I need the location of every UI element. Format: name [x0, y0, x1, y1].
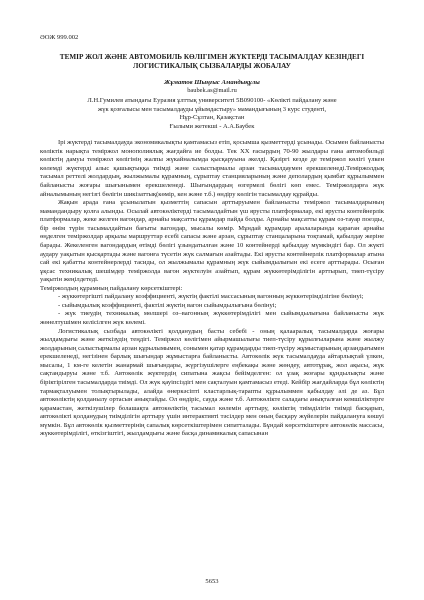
affiliation-line: Л.Н.Гумилев атындағы Еуразия ұлттық университеті 5В090100- «Көлікті пайдалану және	[87, 97, 337, 105]
body-paragraph: Темiржолдың құрамның пайдалану көрсеткіштері:	[40, 284, 183, 292]
body-paragraph: Жақын арада ғана ұсынылатын қызметтің сапасын арттыруымен байланысты темiржол тасымалдарының мамандандыру қолға алынды. Осылай автокөліктерді тасымалдайтын үш ярусты платформалар, екі ярусты контейнерлік платформалар, жеке желген вагондар, арнайы мақсатты құрамдар пайда болды. Арнайы мақсатты құрам оз-тауар поезды, бір өнім түрін тасымалдайтын бағыты вагондар, мысалы көмір. Мұндай құрамдар аралаларында қараған арнайы өңделген теміржолдар арқылы маршруттар есебі сапасы және арзан, сұрыптау станцаларына тоқтамай, қабылдау жеріне барады. Жекеленген вагондардың өтімді бөлігі ұзындатылған және 10 контейнерді қабылдау мүмкіндігі бар. Ол жүкті аудару уақытын қысқартады және вагонға түсетін жүк салмағын азайтады. Екі ярусты контейнерлік платформалар атына сай екі қабатты контейнерлерді тасиды, ол жылжымалы құрамның жүк сыйымдылығын екі есеге арттырады. Осыған ұқсас техникалық шешімдер темiржолда вагон жүктелуін азайтып, құрам жүккөтерімділігін арттырып, тиеп-түсіру уақытін жеңілдетеді.	[40, 199, 384, 284]
affiliation-line: Нұр-Сұлтан, Қазақстан	[179, 114, 245, 122]
paper-title: ТЕМІР ЖОЛ ЖӘНЕ АВТОМОБИЛЬ КӨЛІГІМЕН ЖҮКТЕРДІ ТАСЫМАЛДАУ КЕЗІНДЕГІ ЛОГИСТИКАЛЫҚ СЫЗБАЛАРДЫ ЖОБАЛАУ	[59, 52, 365, 70]
page-number: 5653	[205, 578, 219, 585]
author-affiliation	[48, 97, 376, 131]
udc-code: ӘОЖ 999.002	[40, 34, 79, 41]
body-paragraph: Ірі жүктерді тасымалдауда экономикалықты қамтамасыз етіп, қосымша қызметтерді ұсынады. Осымен байланысты көліктік нарықта темiржол монополиялық жағдайға ие болды. Тек ХХ ғасырдың 70-90 жылдары ғана автомобильді көліктің дамуы темiржол көлігінің жалпы жүкайналымда қысқаруына әкелді. Қазіргі кезде де темiржол көлігі үлкен көлемді жүктерді алыс қашықтыққа тиімді және салыстырмалы арзан тасымалдаумен ерекшеленеді.Темiржолдық тасымал реттелі жолдардың, жылжымалы құрамның, сұрыптау станцияларының және деполардың қымбат құрылыммен байланысты жоғары шығынымен ерекшеленеді. Шығындардың өзгермелі бөлігі көп емес. Темiржолдарға жүк айналымының негізгі бөлігін шикізаттық(көмір, кен және т.б.) өндіру көлігін тасымалдау құрайды.	[40, 139, 384, 198]
paper-body	[40, 139, 384, 439]
list-item: - жүк тиеудің техникалық мөлшері оз–вагонның жүккөтерімділігі мен сыйымдылығына байланысты жүк жөнелтушімен келісілген жүк көлемі.	[40, 310, 384, 327]
author-email: baubek.as@mail.ru	[187, 87, 237, 95]
affiliation-line: Ғылыми жетекші - А.А.Баубек	[169, 122, 255, 130]
affiliation-line: жүк қозғалысы мен тасымалдауды ұйымдастыру» мамандығының 3 курс студенті,	[97, 105, 327, 113]
author-block	[40, 79, 384, 96]
body-paragraph: Логистикалық сызбада автокөлікті қолданудың басты себебі - оның қалааралық тасымалдарда жоғары жылдамдығы және жеткізудің теңдігі. Темiржол көлігімен айырмашылығы тиеп-түсіру құрылғыларына және жылжу жолдарының салыстырмалы арзан құрылымымен, сонымен қатар құрамдарды тиеп-түсіру жұмыстарының арзандығымен ерекшеленеді, негізінен барлық шығындар жұмыстарға байланысты. Автокөлік жүк тасымалдауда айтарлықтай үлкен, мысалы, 1 км-ге келетін жанармай шығындары, жүргізушілерге еңбекақы және жөндеу, автотұрақ, жол ақысы, жүк сақтандыруы және т.б. Автокөлік жүктердің сипатына жақсы бейімделген: ол ұзақ жоғары құндылықты және біріктірілген тасымалдарда тиімді. Ол жүк қауіпсіздігі мен сақталуын қамтамасыз етеді. Кейбір жағдайларда бұл көліктің тармақталуымен толықтырылады, алайда өнеркәсіпті кластарлық-тарапты құрылыммен қабылдау әлі де аз. Бұл автокөліктің қолданылу ортасын анықтайды. Ол өндіріс, сауда және т.б. Автокөлікте саладағы анықталған кемшіліктерге қарамастан, жеткізушілер болашақта автокөліктің тасымал көлемін арттыру, көліктің тиімділігін тиімді басқарып, автокөлікті қолданудың тиімділігін арттыру үшін интерактивті тәсілдер мен оның басқару жүйелерін пайдалануға көшуі мүмкін. Бұл автокөлік қызметтерінің сапалық көрсеткіштерімен сипатталады. Бұндай көрсеткіштерге автокөлік массасы, жүккөтерімділігі, өткізгіштігі, жылдамдығы және басқа динамикалық сапасынан	[40, 327, 384, 438]
list-item: - жүккөтергішті пайдалану коэффициенті, жүктің фактілі массасының вагонның жүккөтерімділігіне бөлінуі;	[58, 293, 364, 301]
list-item: - сыйымдылық коэффициенті, фактілі жүктің вагон сыйымдылығына бөлінуі;	[58, 301, 277, 309]
author-name: Жұматов Шыңғыс Амандықұлы	[164, 78, 260, 86]
